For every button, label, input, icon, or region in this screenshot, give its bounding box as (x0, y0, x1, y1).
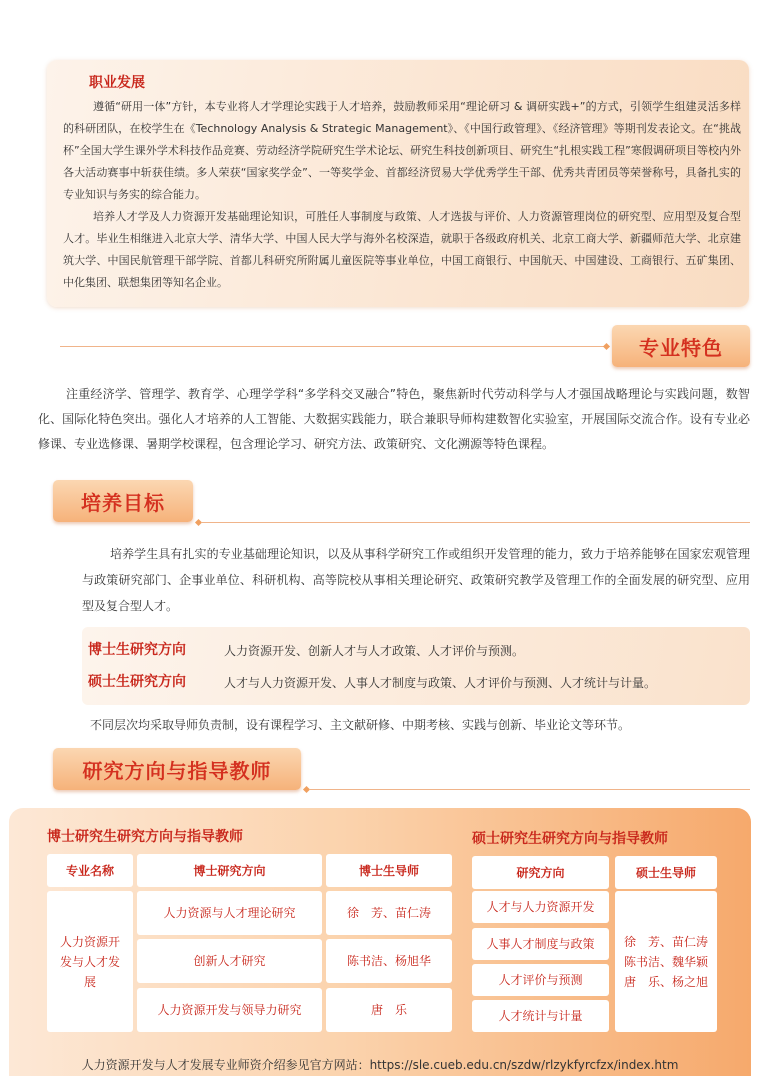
research-rule (310, 789, 750, 790)
master-header-advisor: 硕士生导师 (615, 856, 717, 889)
phd-header-major: 专业名称 (47, 854, 133, 887)
goals-line: 观管理与政策研究部门、企事业单位、科研机构、高等院校从事相关理论研究、政策研究教学及管理工作的全面发展的研 (82, 547, 750, 587)
career-p1-line: 的科研团队，在校学生在《Technology Analysis & Strategic Management》、《中国行政管理》、《经济管理》等期刊发表论文。在“挑战杯”全国 (63, 122, 741, 157)
features-line: 作。设有专业必修课、专业选修课、暑期学校课程，包含理论学习、研究方法、政策研究、文化溯源等特色课程。 (38, 412, 750, 451)
phd-direction-text: 人力资源开发、创新人才与人才政策、人才评价与预测。 (224, 644, 525, 658)
career-p2-line: 筑大学、中国民航管理干部学院、首都儿科研究所附属儿童医院等事业单位，中国工商银行、中国航天、中国建设、工商银行、五矿集团、中 (63, 254, 741, 289)
rule-dot (195, 519, 202, 526)
career-p2-line: 化集团、联想集团等知名企业。 (74, 276, 228, 289)
master-direction-cell: 人才统计与计量 (472, 1000, 609, 1032)
career-p2-line: 培养人才学及人力资源开发基础理论知识，可胜任人事制度与政策、人才选拔与评价、人力资源管理岗位的研究型、应用型及复合型 (93, 210, 741, 223)
master-direction-text: 人才与人力资源开发、人事人才制度与政策、人才评价与预测、人才统计与计量。 (224, 676, 657, 690)
master-direction-cell: 人才与人力资源开发 (472, 891, 609, 923)
career-p1-line: 遵循“研用一体”方针，本专业将人才学理论实践于人才培养，鼓励教师采用“理论研习 & 调研实践+”的方式，引领学生组建灵活多样 (93, 100, 741, 113)
footer-website-note: 人力资源开发与人才发展专业师资介绍参见官方网站：https://sle.cueb.edu.cn/szdw/rlzykfyrcfzx/index.htm (81, 1058, 679, 1072)
master-advisor-line: 徐 芳、苗仁涛 (623, 934, 708, 949)
phd-direction-cell: 人力资源与人才理论研究 (137, 891, 322, 935)
features-line: 注重经济学、管理学、教育学、心理学学科“多学科交叉融合”特色，聚焦新时代劳动科学与人才强国战略理论与实践问 (66, 387, 702, 401)
master-direction-cell: 人才评价与预测 (472, 964, 609, 996)
master-table-title: 硕士研究生研究方向与指导教师 (472, 831, 668, 847)
phd-advisor-cell: 徐 芳、苗仁涛 (326, 891, 452, 935)
master-direction-label: 硕士生研究方向 (88, 674, 186, 690)
career-p2-line: 人才。毕业生相继进入北京大学、清华大学、中国人民大学与海外名校深造，就职于各级政府机关、北京工商大学、新疆师范大学、北京建 (63, 232, 741, 245)
goals-rule (202, 522, 750, 523)
career-section (47, 60, 749, 307)
phd-advisor-cell: 陈书洁、杨旭华 (326, 939, 452, 983)
goals-line: 究型、应用型及复合型人才。 (82, 573, 750, 613)
career-paragraph-2 (63, 206, 741, 294)
career-paragraph-1 (63, 96, 741, 206)
mentor-note: 不同层次均采取导师负责制，设有课程学习、主文献研修、中期考核、实践与创新、毕业论文等环节。 (90, 718, 631, 732)
career-p1-line: 大学生课外学术科技作品竞赛、劳动经济学院研究生学术论坛、研究生科技创新项目、研究生“扎根实践工程”寒假调研项目等校内外各 (63, 144, 741, 179)
master-advisor-line: 陈书洁、魏华颖 (623, 954, 708, 969)
features-line: 题，数智化、国际化特色突出。强化人才培养的人工智能、大数据实践能力，联合兼职导师构建数智化实验室，开展国际交流合 (38, 387, 750, 426)
phd-direction-label: 博士生研究方向 (88, 642, 186, 658)
career-p1-line: 大活动赛事中斩获佳绩。多人荣获“国家奖学金”、一等奖学金、首都经济贸易大学优秀学生干部、优秀共青团员等荣誉称号，具备扎实的 (74, 166, 741, 179)
career-p1-line: 专业知识与务实的综合能力。 (63, 188, 206, 201)
goals-paragraph (82, 541, 750, 619)
goals-line: 培养学生具有扎实的专业基础理论知识，以及从事科学研究工作或组织开发管理的能力，致力于培养能够在国家宏 (110, 547, 714, 561)
master-direction-cell: 人事人才制度与政策 (472, 928, 609, 960)
phd-header-direction: 博士研究方向 (137, 854, 322, 887)
master-advisor-cell (615, 891, 717, 1032)
phd-direction-cell: 创新人才研究 (137, 939, 322, 983)
features-badge: 专业特色 (612, 325, 750, 367)
phd-direction-cell: 人力资源开发与领导力研究 (137, 988, 322, 1032)
master-advisor-line: 唐 乐、杨之旭 (623, 974, 708, 989)
research-direction-box (82, 627, 750, 705)
goals-badge: 培养目标 (53, 480, 193, 522)
career-title: 职业发展 (89, 75, 145, 91)
rule-dot (603, 343, 610, 350)
phd-table-title: 博士研究生研究方向与指导教师 (47, 829, 243, 845)
features-paragraph (38, 382, 750, 457)
master-header-direction: 研究方向 (472, 856, 609, 889)
research-badge: 研究方向与指导教师 (53, 748, 301, 790)
phd-header-advisor: 博士生导师 (326, 854, 452, 887)
major-name-cell: 人力资源开发与人才发展 (47, 891, 133, 1032)
phd-advisor-cell: 唐 乐 (326, 988, 452, 1032)
features-rule (60, 346, 608, 347)
rule-dot (303, 786, 310, 793)
